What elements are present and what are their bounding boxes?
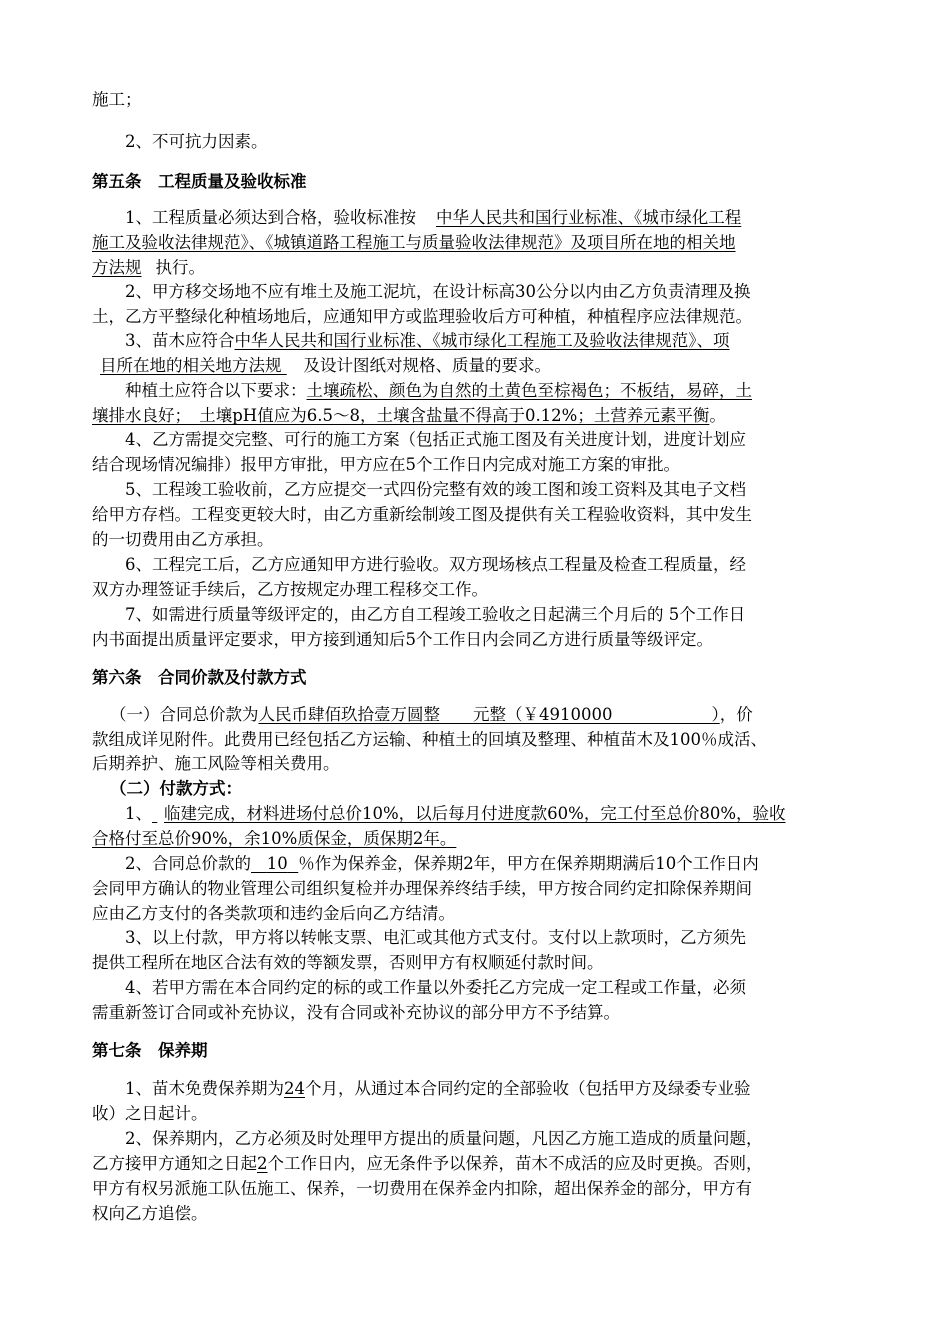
text-line: 1、工程质量必须达到合格，验收标准按 中华人民共和国行业标准、《城市绿化工程	[125, 208, 742, 227]
section-heading-5: 第五条 工程质量及验收标准	[92, 172, 307, 191]
text-line: 内书面提出质量评定要求，甲方接到通知后5个工作日内会同乙方进行质量等级评定。	[92, 630, 713, 649]
underlined-text: 施工及验收法律规范》、《城镇道路工程施工与质量验收法律规范》及项目所在地的相关地	[92, 233, 736, 252]
text-line: 2、不可抗力因素。	[125, 132, 268, 151]
underlined-text: 2	[257, 1154, 268, 1173]
text-line: 1、 临建完成，材料进场付总价10%，以后每月付进度款60%，完工付至总价80%，验收	[125, 804, 786, 823]
text-line: 2、合同总价款的 10 ％作为保养金，保养期2年，甲方在保养期期满后10个工作日内	[125, 854, 759, 873]
text-line: 应由乙方支付的各类款项和违约金后向乙方结清。	[92, 904, 455, 923]
text-line: 壤排水良好； 土壤pH值应为6.5～8，土壤含盐量不得高于0.12%；土营养元素平衡。	[92, 406, 726, 425]
text-line	[92, 827, 864, 851]
text-line: 方法规 执行。	[92, 258, 205, 277]
text-line: 后期养护、施工风险等相关费用。	[92, 754, 340, 773]
text-line: 目所在地的相关地方法规 及设计图纸对规格、质量的要求。	[100, 356, 551, 375]
underlined-text: 24	[284, 1079, 305, 1098]
underlined-text: 中华人民共和国行业标准、《城市绿化工程施工及验收法律规范》、项	[234, 331, 730, 350]
underlined-text: 壤排水良好； 土壤pH值应为6.5～8，土壤含盐量不得高于0.12%；土营养元素平衡	[92, 406, 710, 425]
text-line: （一）合同总价款为人民币肆佰玖拾壹万圆整 元整（￥4910000 ），价	[110, 705, 753, 724]
text-line: 的一切费用由乙方承担。	[92, 530, 274, 549]
text-line: 2、甲方移交场地不应有堆土及施工泥坑，在设计标高30公分以内由乙方负责清理及换	[125, 282, 751, 301]
text-line: 3、苗木应符合中华人民共和国行业标准、《城市绿化工程施工及验收法律规范》、项	[125, 331, 730, 350]
text-line: 种植土应符合以下要求：土壤疏松、颜色为自然的土黄色至棕褐色；不板结，易碎，土	[125, 381, 752, 400]
underlined-text: 10	[266, 854, 288, 873]
text-line: 结合现场情况编排）报甲方审批，甲方应在5个工作日内完成对施工方案的审批。	[92, 455, 680, 474]
section-heading-6: 第六条 合同价款及付款方式	[92, 668, 307, 687]
text-line: 款组成详见附件。此费用已经包括乙方运输、种植土的回填及整理、种植苗木及100％成活、	[92, 730, 767, 749]
text-line: 权向乙方追偿。	[92, 1204, 208, 1223]
underlined-text: 中华人民共和国行业标准、《城市绿化工程	[436, 208, 742, 227]
text-line: 需重新签订合同或补充协议，没有合同或补充协议的部分甲方不予结算。	[92, 1003, 620, 1022]
text-line: 甲方有权另派施工队伍施工、保养，一切费用在保养金内扣除，超出保养金的部分，甲方有	[92, 1179, 752, 1198]
text-line: 7、如需进行质量等级评定的，由乙方自工程竣工验收之日起满三个月后的 5个工作日	[125, 605, 746, 624]
text-line	[92, 231, 864, 255]
text-line: 双方办理签证手续后，乙方按规定办理工程移交工作。	[92, 580, 488, 599]
text-line: 施工；	[92, 90, 142, 109]
text-line: 收）之日起计。	[92, 1104, 208, 1123]
underlined-text: 方法规	[92, 258, 142, 277]
text-line: 会同甲方确认的物业管理公司组织复检并办理保养终结手续，甲方按合同约定扣除保养期间	[92, 879, 752, 898]
underlined-text: 合格付至总价90%，余10%质保金，质保期2年。	[92, 829, 457, 848]
underlined-text: 临建完成，材料进场付总价10%，以后每月付进度款60%，完工付至总价80%，验收	[164, 804, 786, 823]
text-line: 4、若甲方需在本合同约定的标的或工作量以外委托乙方完成一定工程或工作量，必须	[125, 978, 746, 997]
underlined-text: 人民币肆佰玖拾壹万圆整 元整（￥4910000 ）	[258, 705, 720, 724]
text-line: 给甲方存档。工程变更较大时，由乙方重新绘制竣工图及提供有关工程验收资料，其中发生	[92, 505, 752, 524]
text-line: 5、工程竣工验收前，乙方应提交一式四份完整有效的竣工图和竣工资料及其电子文档	[125, 480, 746, 499]
underlined-text: 目所在地的相关地方法规	[100, 356, 282, 375]
text-line: 4、乙方需提交完整、可行的施工方案（包括正式施工图及有关进度计划，进度计划应	[125, 430, 746, 449]
text-line: 提供工程所在地区合法有效的等额发票，否则甲方有权顺延付款时间。	[92, 953, 604, 972]
section-heading-7: 第七条 保养期	[92, 1041, 208, 1060]
underlined-text: 土壤疏松、颜色为自然的土黄色至棕褐色；不板结，易碎，土	[306, 381, 752, 400]
subheading-payment: （二）付款方式：	[110, 779, 242, 798]
text-line: 3、以上付款，甲方将以转帐支票、电汇或其他方式支付。支付以上款项时，乙方须先	[125, 928, 746, 947]
text-line: 土，乙方平整绿化种植场地后，应通知甲方或监理验收后方可种植，种植程序应法律规范。	[92, 307, 752, 326]
text-line: 1、苗木免费保养期为24个月，从通过本合同约定的全部验收（包括甲方及绿委专业验	[125, 1079, 751, 1098]
text-line: 乙方接甲方通知之日起2个工作日内，应无条件予以保养，苗木不成活的应及时更换。否则，	[92, 1154, 763, 1173]
text-line: 2、保养期内，乙方必须及时处理甲方提出的质量问题，凡因乙方施工造成的质量问题，	[125, 1129, 763, 1148]
text-line: 6、工程完工后，乙方应通知甲方进行验收。双方现场核点工程量及检查工程质量，经	[125, 555, 746, 574]
